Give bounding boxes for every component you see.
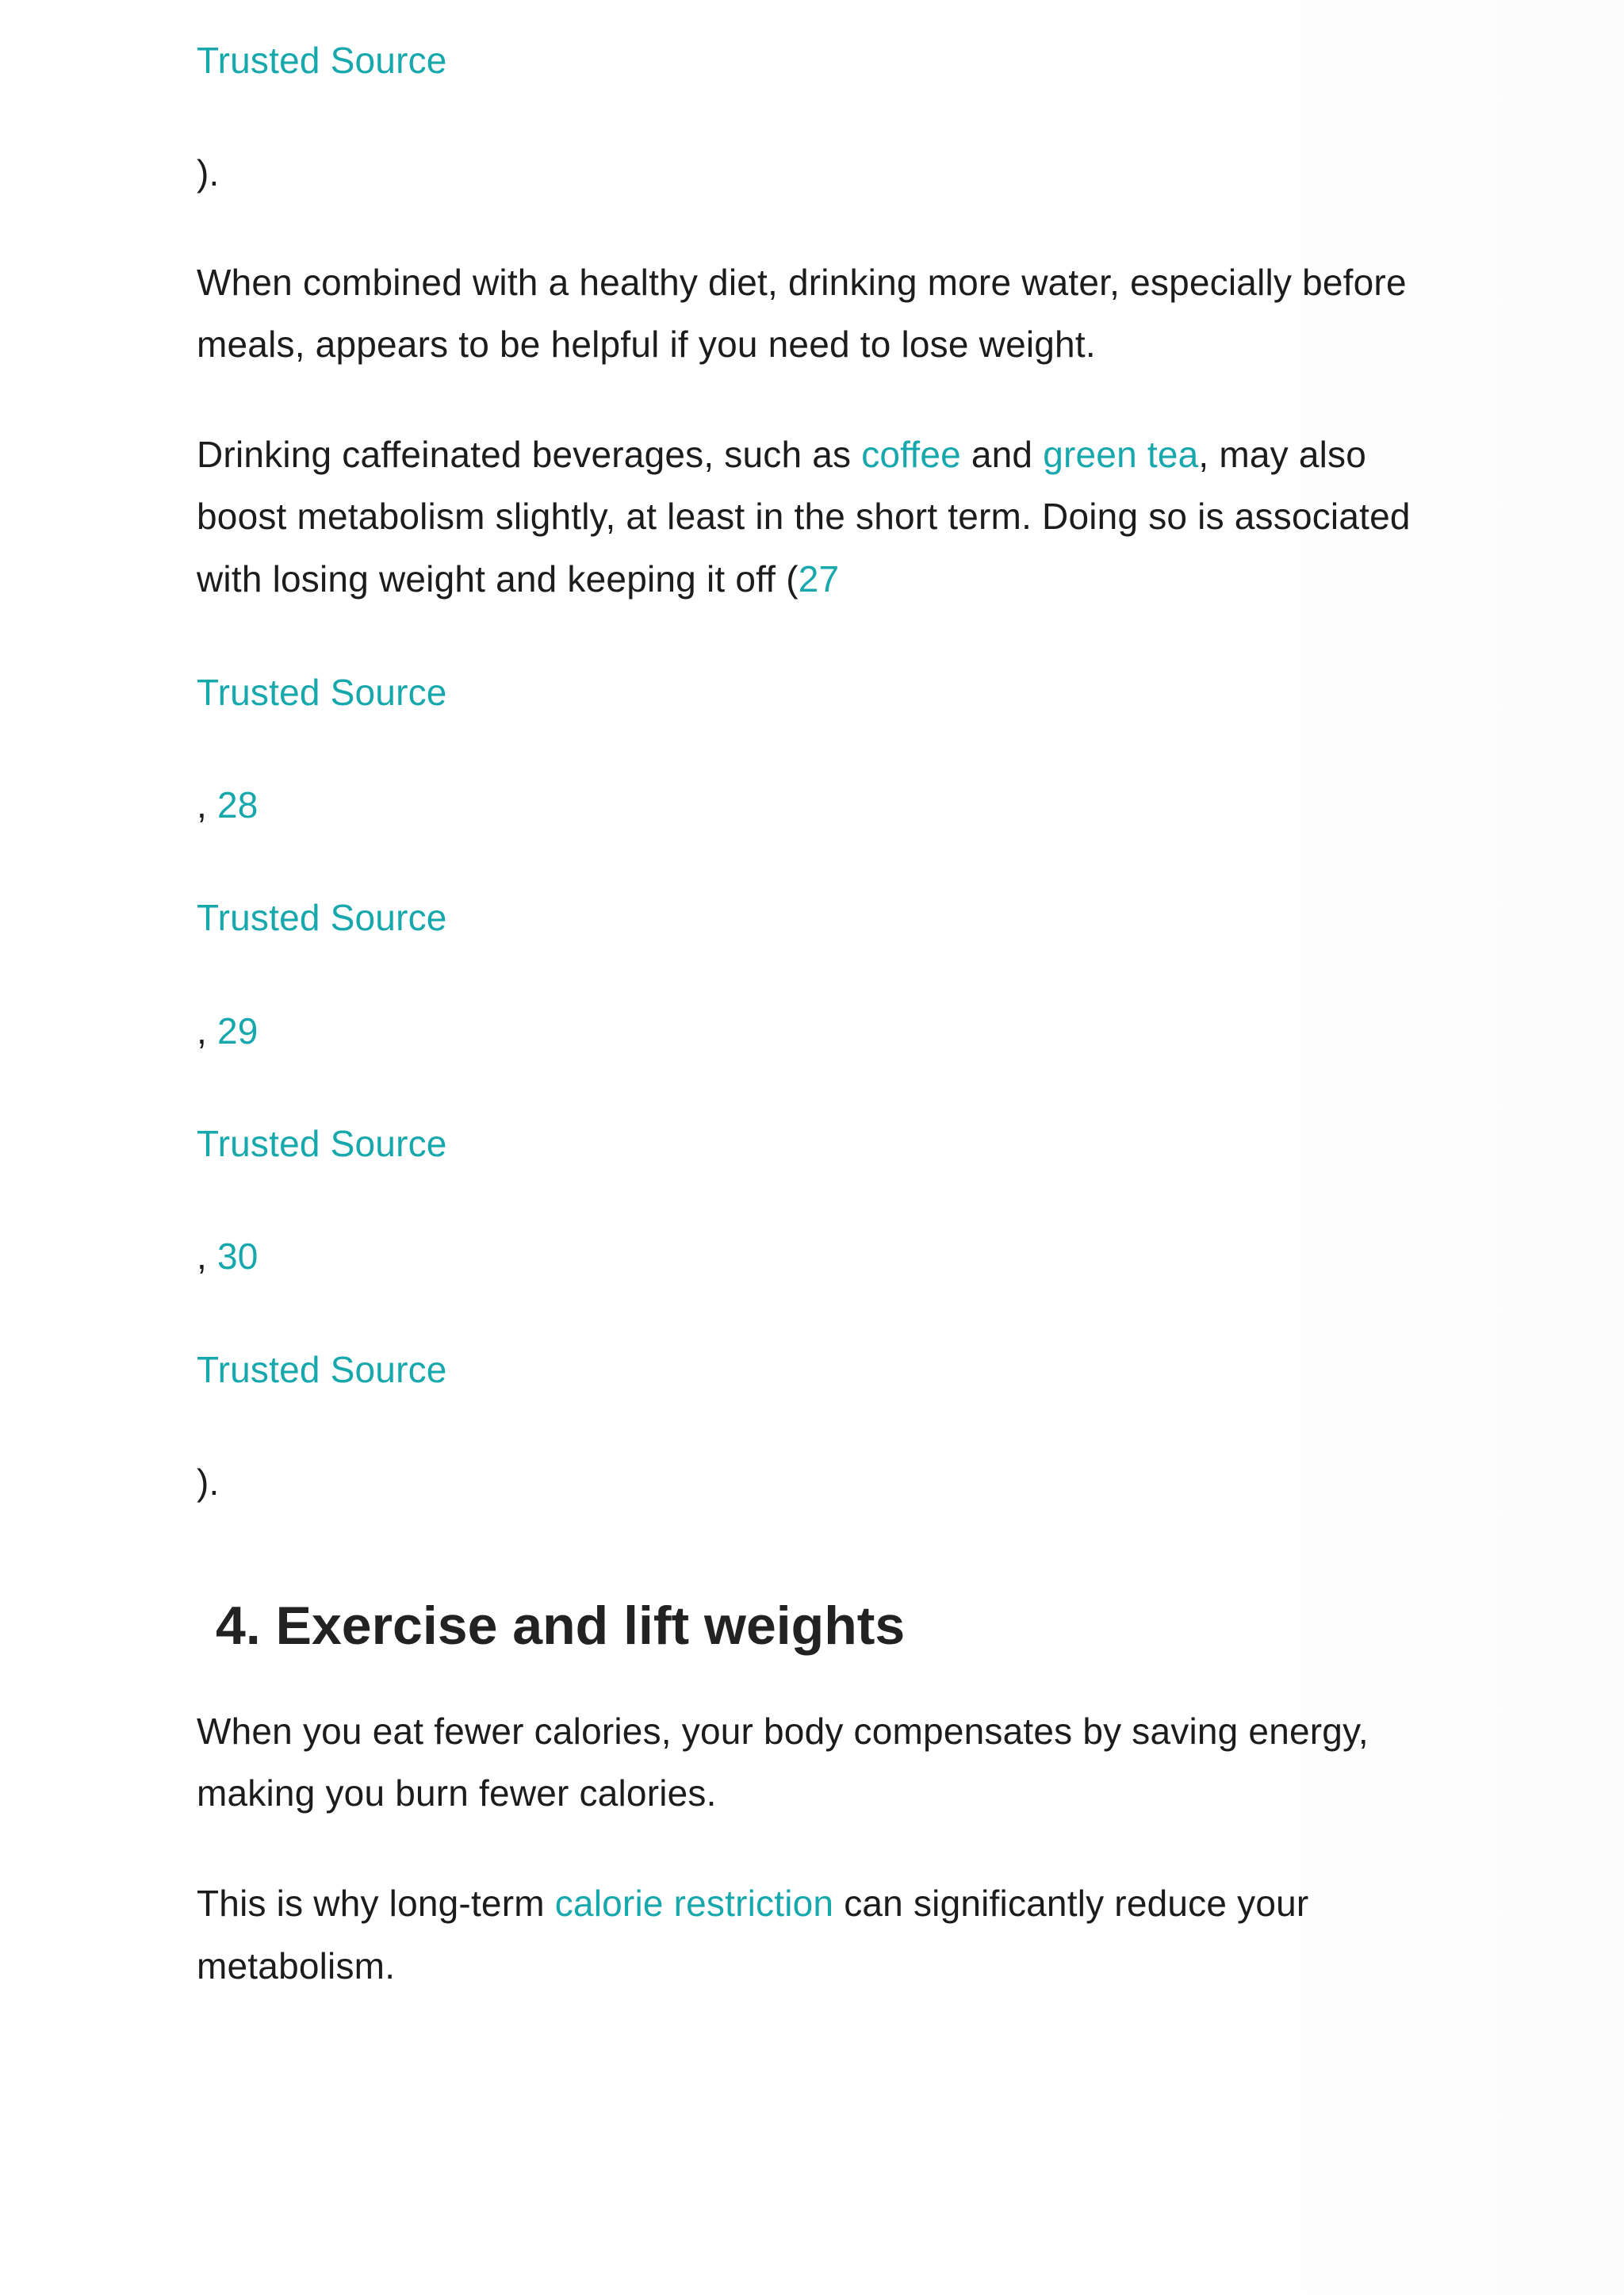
trusted-source-link[interactable]: Trusted Source <box>197 672 447 713</box>
paragraph-water-line-1: When combined with a healthy diet, drinking more water, especially before <box>197 262 1407 303</box>
reference-28-link[interactable]: 28 <box>216 784 259 826</box>
closing-paren: ). <box>197 152 220 193</box>
restriction-text-pre: This is why long-term <box>197 1883 555 1924</box>
caffeine-text-pre: Drinking caffeinated beverages, such as <box>197 434 862 475</box>
citation-comma: , <box>197 784 217 826</box>
citation-30 <box>197 1232 259 1280</box>
restriction-text-post: can significantly reduce your <box>833 1883 1309 1924</box>
paragraph-caffeine-line-1 <box>197 431 1366 478</box>
green-tea-link[interactable]: green tea <box>1043 434 1199 475</box>
paragraph-caffeine-line-3 <box>197 555 839 603</box>
paragraph-calories-line-1: When you eat fewer calories, your body compensates by saving energy, <box>197 1711 1369 1752</box>
paragraph-restriction-line-2: metabolism. <box>197 1945 396 1987</box>
caffeine-text-post: , may also <box>1198 434 1367 475</box>
citation-28 <box>197 781 259 829</box>
calorie-restriction-link[interactable]: calorie restriction <box>554 1883 834 1924</box>
paragraph-restriction-line-1 <box>197 1879 1308 1927</box>
trusted-source-link[interactable]: Trusted Source <box>197 1123 447 1164</box>
paragraph-caffeine-line-2: boost metabolism slightly, at least in the short term. Doing so is associated <box>197 496 1411 537</box>
paragraph-calories-line-2: making you burn fewer calories. <box>197 1772 717 1814</box>
trusted-source-link[interactable]: Trusted Source <box>197 897 447 938</box>
trusted-source-link[interactable]: Trusted Source <box>197 40 447 81</box>
caffeine-text-and: and <box>960 434 1044 475</box>
reference-27-link[interactable]: 27 <box>798 558 840 600</box>
citation-comma: , <box>197 1236 217 1277</box>
caffeine-line-3-text: with losing weight and keeping it off ( <box>197 558 799 600</box>
coffee-link[interactable]: coffee <box>861 434 961 475</box>
trusted-source-link[interactable]: Trusted Source <box>197 1349 447 1390</box>
paragraph-water-line-2: meals, appears to be helpful if you need to lose weight. <box>197 324 1096 365</box>
citation-comma: , <box>197 1010 217 1052</box>
section-heading: 4. Exercise and lift weights <box>216 1596 906 1656</box>
reference-29-link[interactable]: 29 <box>216 1010 259 1052</box>
closing-paren: ). <box>197 1462 220 1503</box>
citation-29 <box>197 1007 259 1055</box>
reference-30-link[interactable]: 30 <box>216 1236 259 1277</box>
